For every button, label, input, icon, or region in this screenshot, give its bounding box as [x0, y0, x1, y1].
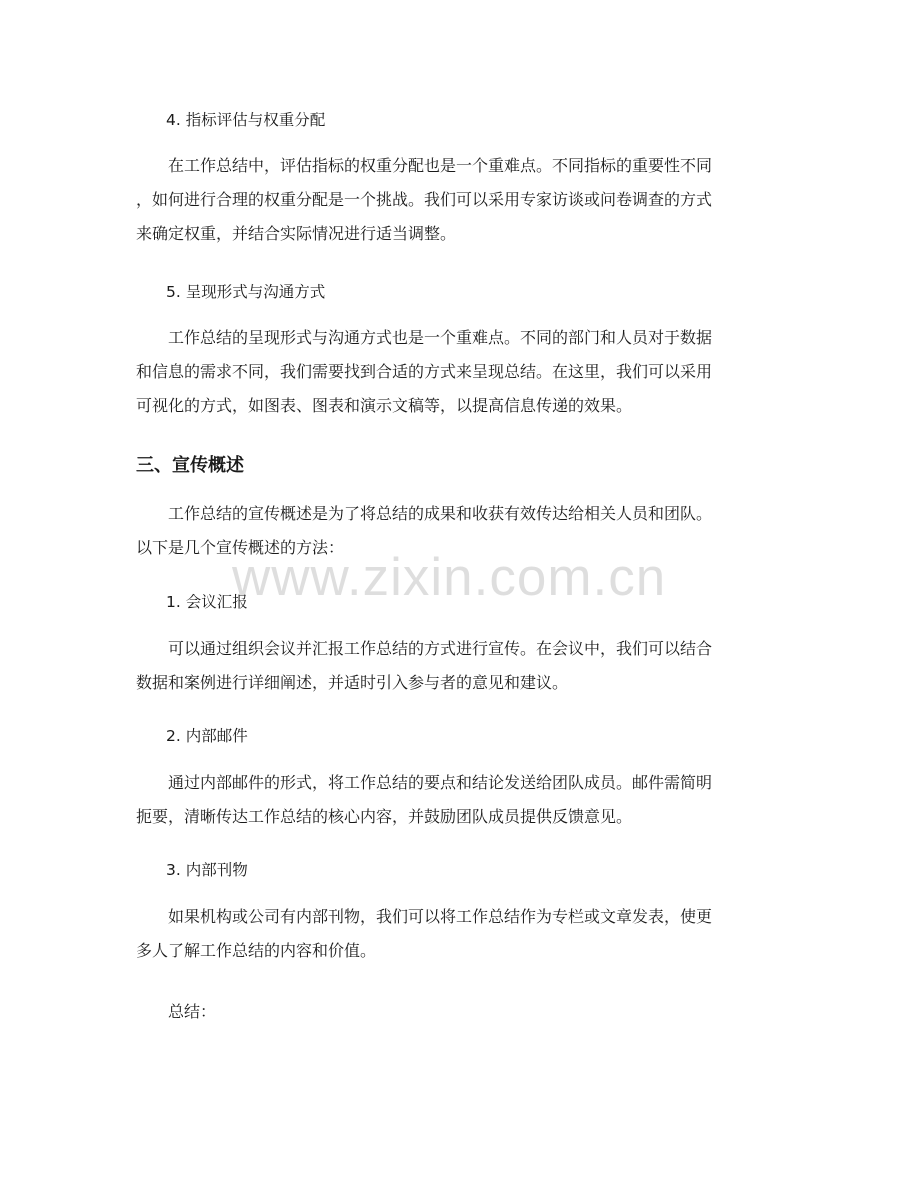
paragraph-line: 工作总结的宣传概述是为了将总结的成果和收获有效传达给相关人员和团队。 — [168, 504, 713, 523]
summary-text: 总结： — [168, 1002, 217, 1021]
paragraph-presentation — [136, 321, 786, 423]
item-heading-meeting: 1. 会议汇报 — [166, 593, 248, 611]
paragraph-mail — [136, 766, 786, 834]
paragraph-weight-allocation — [136, 149, 786, 251]
paragraph-line: 扼要，清晰传达工作总结的核心内容，并鼓励团队成员提供反馈意见。 — [136, 807, 633, 826]
paragraph-promotion-intro — [136, 497, 786, 565]
paragraph-line: 数据和案例进行详细阐述，并适时引入参与者的意见和建议。 — [136, 673, 569, 692]
item-heading-mail: 2. 内部邮件 — [166, 727, 248, 745]
paragraph-line: 在工作总结中，评估指标的权重分配也是一个重难点。不同指标的重要性不同 — [168, 156, 713, 175]
item-heading-publication: 3. 内部刊物 — [166, 861, 248, 879]
paragraph-line: 和信息的需求不同，我们需要找到合适的方式来呈现总结。在这里，我们可以采用 — [136, 362, 713, 381]
watermark-text: www.zixin.com.cn — [232, 548, 667, 607]
paragraph-line: 工作总结的呈现形式与沟通方式也是一个重难点。不同的部门和人员对于数据 — [168, 328, 713, 347]
paragraph-line: 以下是几个宣传概述的方法： — [136, 538, 345, 557]
paragraph-publication — [136, 900, 786, 968]
paragraph-meeting — [136, 632, 786, 700]
item-heading-4: 4. 指标评估与权重分配 — [166, 111, 326, 129]
section-heading-3: 三、宣传概述 — [136, 455, 244, 476]
paragraph-line: 通过内部邮件的形式，将工作总结的要点和结论发送给团队成员。邮件需简明 — [168, 773, 713, 792]
summary-label — [136, 995, 786, 1029]
paragraph-line: 来确定权重，并结合实际情况进行适当调整。 — [136, 224, 457, 243]
paragraph-line: 多人了解工作总结的内容和价值。 — [136, 941, 377, 960]
paragraph-line: 如果机构或公司有内部刊物，我们可以将工作总结作为专栏或文章发表，使更 — [168, 907, 713, 926]
paragraph-line: ，如何进行合理的权重分配是一个挑战。我们可以采用专家访谈或问卷调查的方式 — [136, 190, 713, 209]
item-heading-5: 5. 呈现形式与沟通方式 — [166, 283, 326, 301]
paragraph-line: 可视化的方式，如图表、图表和演示文稿等，以提高信息传递的效果。 — [136, 396, 633, 415]
paragraph-line: 可以通过组织会议并汇报工作总结的方式进行宣传。在会议中，我们可以结合 — [168, 639, 713, 658]
